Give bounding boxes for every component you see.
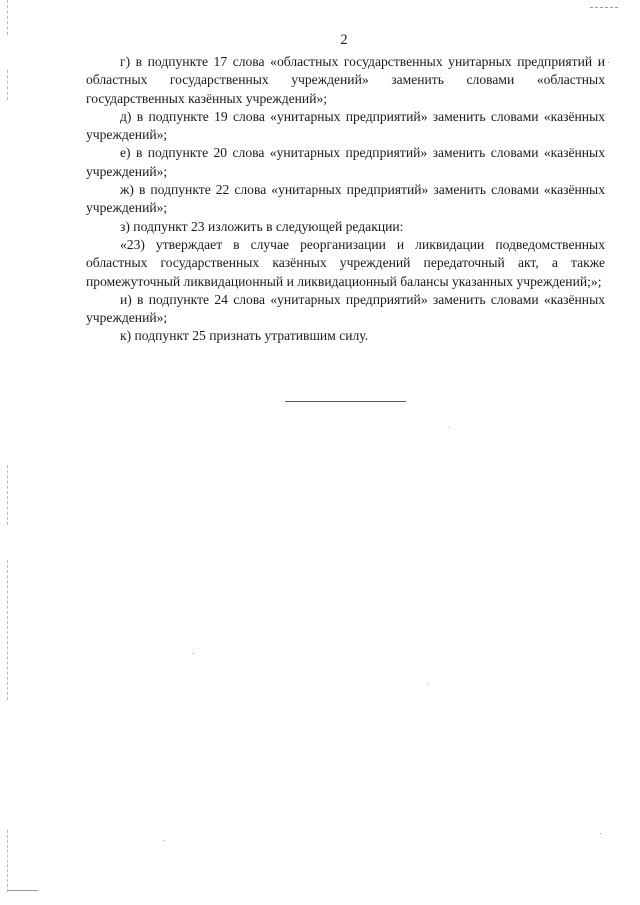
page-number: 2 [340, 32, 348, 48]
separator-line [285, 401, 406, 402]
scan-edge-bottom [7, 830, 8, 892]
paragraph-e: е) в подпункте 20 слова «унитарных предприятий» заменить словами «казённых учреждений»; [86, 145, 605, 179]
scan-speck [449, 427, 450, 428]
scan-edge-lower [7, 560, 8, 700]
scan-edge-middle [7, 465, 8, 525]
document-body [86, 53, 605, 346]
paragraph-z: з) подпункт 23 изложить в следующей редакции: [120, 218, 404, 234]
scan-corner-mark [8, 890, 38, 891]
scan-top-mark [590, 7, 618, 8]
paragraph-d: д) в подпункте 19 слова «унитарных предприятий» заменить словами «казённых учреждений»; [86, 108, 605, 143]
paragraph-i: и) в подпункте 24 слова «унитарных предприятий» заменить словами «казённых учреждений»; [86, 291, 605, 326]
scan-speck [600, 833, 601, 834]
scan-speck [163, 840, 164, 841]
scan-speck [193, 653, 194, 654]
scan-speck [608, 62, 609, 63]
scan-edge-upper [7, 70, 8, 100]
scan-speck [427, 684, 428, 685]
paragraph-g: г) в подпункте 17 слова «областных государственных унитарных предприятий и областных государственных учреждений» заменить словами «областных государственных казённых учреждений»; [86, 54, 605, 106]
paragraph-quoted-23: «23) утверждает в случае реорганизации и ликвидации подведомственных областных государственных казённых учреждений передаточный акт, а также промежуточный ликвидационный и ликвидационный балансы указанных учреждений;»; [86, 236, 605, 289]
scan-edge-top [7, 0, 8, 35]
paragraph-zh: ж) в подпункте 22 слова «унитарных предприятий» заменить словами «казённых учреждений»; [86, 182, 605, 216]
paragraph-k: к) подпункт 25 признать утратившим силу. [120, 328, 369, 344]
